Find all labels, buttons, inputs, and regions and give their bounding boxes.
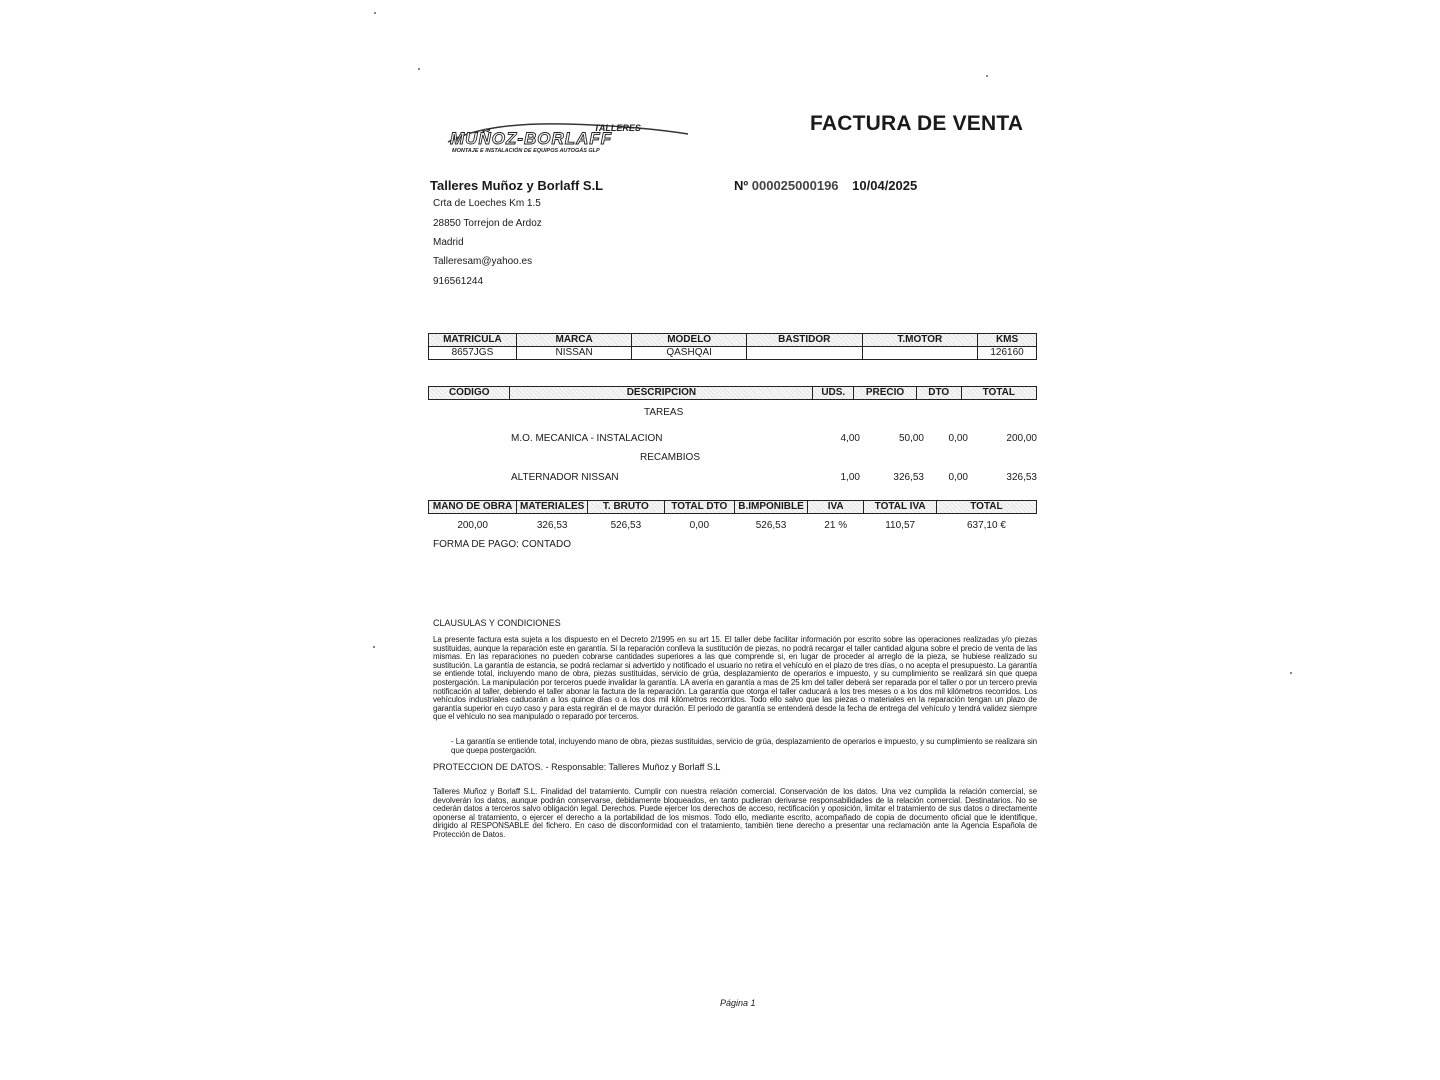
lines-header-cell: DTO	[916, 387, 961, 400]
lines-header-cell: DESCRIPCION	[510, 387, 813, 400]
line-item-total: 326,53	[1006, 472, 1037, 483]
line-item-uds: 4,00	[840, 433, 860, 444]
invoice-prefix: Nº	[734, 178, 749, 193]
vehicle-header: BASTIDOR	[746, 334, 862, 347]
vehicle-kms: 126160	[978, 347, 1037, 360]
invoice-number-value: 000025000196	[751, 178, 839, 193]
section-parts: RECAMBIOS	[640, 452, 701, 463]
vehicle-table	[428, 333, 1037, 360]
vehicle-header: KMS	[978, 334, 1037, 347]
company-email: Talleresam@yahoo.es	[433, 256, 533, 267]
vehicle-header: T.MOTOR	[862, 334, 978, 347]
total-discount: 0,00	[689, 520, 710, 531]
line-item-uds: 1,00	[840, 472, 860, 483]
data-protection-heading: PROTECCION DE DATOS. - Responsable: Talleres Muñoz y Borlaff S.L	[433, 762, 721, 772]
vehicle-header: MARCA	[516, 334, 632, 347]
vehicle-make: NISSAN	[516, 347, 632, 360]
clauses-warranty: - La garantía se entiende total, incluyendo mano de obra, piezas sustituidas, servicio de grúa, desplazamiento de operarios e impuesto, y su cumplimiento se realizara sin que quepa postergación.	[451, 737, 1037, 755]
logo-sub-text: MONTAJE E INSTALACIÓN DE EQUIPOS AUTOGÁS GLP	[452, 148, 600, 154]
payment-method: FORMA DE PAGO: CONTADO	[433, 539, 571, 550]
logo-top-text: TALLERES	[594, 123, 641, 133]
company-city: Madrid	[433, 237, 464, 248]
vehicle-header: MODELO	[632, 334, 747, 347]
totals-header: TOTAL	[936, 501, 1036, 514]
company-name: Talleres Muñoz y Borlaff S.L	[430, 178, 604, 193]
line-item-dto: 0,00	[948, 472, 968, 483]
lines-header	[428, 386, 1037, 400]
totals-header: MATERIALES	[517, 501, 588, 514]
total-vat-rate: 21 %	[824, 520, 848, 531]
company-address2: 28850 Torrejon de Ardoz	[433, 218, 542, 229]
document-title: FACTURA DE VENTA	[810, 112, 1024, 135]
scan-speck	[1290, 672, 1292, 674]
total-vat: 110,57	[885, 520, 916, 531]
lines-header-cell: PRECIO	[854, 387, 917, 400]
total-gross: 526,53	[610, 520, 642, 531]
scan-speck	[986, 75, 988, 77]
line-item-price: 326,53	[893, 472, 924, 483]
company-logo	[446, 120, 690, 154]
vehicle-header: MATRICULA	[429, 334, 517, 347]
line-item-total: 200,00	[1006, 433, 1037, 444]
totals-header: T. BRUTO	[588, 501, 664, 514]
total-materials: 326,53	[536, 520, 568, 531]
line-item-desc: M.O. MECANICA - INSTALACION	[511, 433, 663, 444]
data-protection-paragraph: Talleres Muñoz y Borlaff S.L. Finalidad del tratamiento. Cumplir con nuestra relación comercial. Conservación de los datos. Una vez cumplida la relación comercial, se devolverán los datos, aunque podrán conservarse, debidamente bloqueados, en tanto pudieran derivarse responsabilidades de la relación comercial. Destinatarios. No se cederán datos a terceros salvo obligación legal. Derechos. Puede ejercer los derechos de acceso, rectificación y oposición, limitar el tratamiento de sus datos o directamente oponerse al tratamiento, o ejercer el derecho a la portabilidad de los mismos. Todo ello, mediante escrito, acompañado de copia de documento oficial que le identifique, dirigido al RESPONSABLE del fichero. En caso de disconformidad con el tratamiento, también tiene derecho a presentar una reclamación ante la Agencia Española de Protección de Datos.	[433, 787, 1037, 839]
clauses-heading: CLAUSULAS Y CONDICIONES	[433, 618, 561, 628]
invoice-number	[734, 178, 917, 193]
vehicle-chassis	[746, 347, 862, 360]
invoice-date: 10/04/2025	[852, 178, 918, 193]
totals-table	[428, 500, 1037, 533]
totals-header: B.IMPONIBLE	[735, 501, 808, 514]
lines-header-cell: UDS.	[813, 387, 854, 400]
scan-speck	[373, 646, 375, 648]
section-tasks: TAREAS	[644, 407, 684, 418]
vehicle-model: QASHQAI	[632, 347, 747, 360]
company-address1: Crta de Loeches Km 1.5	[433, 198, 541, 209]
logo-main-text: MUÑOZ-BORLAFF	[450, 129, 613, 148]
scan-speck	[418, 68, 420, 70]
clauses-paragraph: La presente factura esta sujeta a los dispuesto en el Decreto 2/1995 en su art 15. El taller debe facilitar información por escrito sobre las operaciones realizadas y/o piezas sustituidas, aunque la reparación este en garantía. Si la reparación conlleva la sustitución de piezas, no podrá recargar el taller cantidad alguna sobre el precio de venta de las mismas. En las reparaciones no pueden cobrarse cantidades superiores a las que comprende si, en lugar de proceder al arreglo de la pieza, se hubiese realizado su sustitución. La garantía de estancia, se podrá reclamar si advertido y notificado el usuario no retira el vehículo en el plazo de tres días, o no acepta el presupuesto. La garantía se entiende total, incluyendo mano de obra, piezas sustituidas, servicio de grúa, desplazamiento de operarios e impuesto, y su cumplimiento se realizará sin que quepa postergación. La manipulación por terceros puede invalidar la garantía. LA avería en garantía a mas de 25 km del taller deberá ser reparada por el taller o por un tercero previa notificación al taller, debiendo el taller abonar la factura de la reparación. La garantía que otorga el taller caducará a los tres meses o a los dos mil kilómetros recorridos. Los vehículos industriales caducarán a los quince días o a los dos mil kilómetros recorridos. Todo ello salvo que las piezas o materiales en la reparación tengan un plazo de garantía superior en cuyo caso y para esta regirán el de mayor duración. El periodo de garantía se entenderá desde la fecha de entrega del vehículo y tendrá validez siempre que el vehículo no sea manipulado o reparado por terceros.	[433, 635, 1038, 722]
company-phone: 916561244	[433, 276, 484, 287]
scan-speck	[374, 12, 376, 14]
lines-header-cell: TOTAL	[961, 387, 1036, 400]
page-number: Página 1	[720, 998, 756, 1008]
vehicle-plate: 8657JGS	[429, 347, 517, 360]
totals-header: MANO DE OBRA	[429, 501, 517, 514]
line-item-desc: ALTERNADOR NISSAN	[511, 472, 619, 483]
total-labor: 200,00	[457, 520, 488, 531]
totals-header: TOTAL IVA	[864, 501, 936, 514]
totals-header: TOTAL DTO	[664, 501, 734, 514]
lines-header-cell: CODIGO	[429, 387, 510, 400]
line-item-dto: 0,00	[948, 433, 968, 444]
totals-header: IVA	[807, 501, 863, 514]
total-amount: 637,10 €	[966, 520, 1006, 531]
line-item-price: 50,00	[898, 433, 924, 444]
total-taxable: 526,53	[755, 520, 787, 531]
vehicle-engine	[862, 347, 978, 360]
